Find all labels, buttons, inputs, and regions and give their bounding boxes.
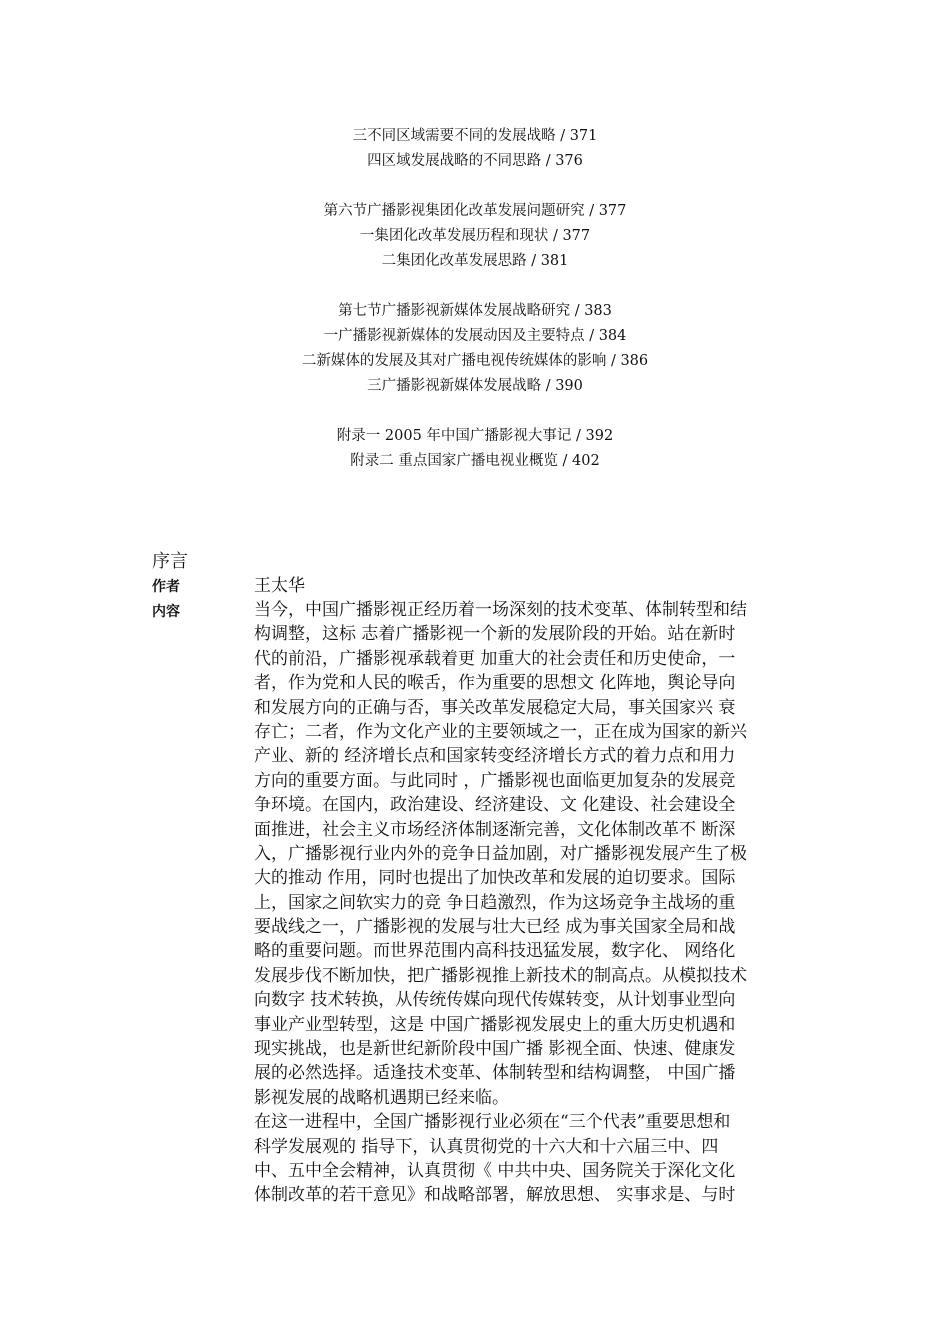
toc-entry: 附录二 重点国家广播电视业概览 / 402 (350, 453, 600, 469)
content-label: 内容 (152, 604, 180, 620)
content-line: 科学发展观的 指导下，认真贯彻党的十六大和十六届三中、四 (254, 1136, 719, 1157)
content-line: 和发展方向的正确与否，事关改革发展稳定大局，事关国家兴 衰 (254, 697, 736, 718)
content-line: 事业产业型转型，这是 中国广播影视发展史上的重大历史机遇和 (254, 1014, 736, 1035)
content-line: 者，作为党和人民的喉舌，作为重要的思想文 化阵地，舆论导向 (254, 673, 736, 694)
toc-entry: 第七节广播影视新媒体发展战略研究 / 383 (338, 303, 612, 319)
content-line: 构调整，这标 志着广播影视一个新的发展阶段的开始。站在新时 (254, 624, 736, 645)
toc-entry: 第六节广播影视集团化改革发展问题研究 / 377 (323, 203, 627, 219)
content-line: 入，广播影视行业内外的竞争日益加剧，对广播影视发展产生了极 (254, 843, 747, 864)
content-line: 代的前沿，广播影视承载着更 加重大的社会责任和历史使命，一 (254, 648, 736, 669)
toc-entry: 四区域发展战略的不同思路 / 376 (367, 153, 583, 169)
content-line: 方向的重要方面。与此同时 ，广播影视也面临更加复杂的发展竞 (254, 770, 736, 791)
author-label: 作者 (152, 579, 180, 595)
content-line: 现实挑战，也是新世纪新阶段中国广播 影视全面、快速、健康发 (254, 1039, 736, 1060)
author-name: 王太华 (254, 576, 305, 596)
article-content (254, 598, 810, 1208)
content-line: 面推进，社会主义市场经济体制逐渐完善，文化体制改革不 断深 (254, 819, 736, 840)
toc-spacer (0, 174, 950, 199)
content-line: 向数字 技术转换，从传统传媒向现代传媒转变，从计划事业型向 (254, 990, 736, 1011)
content-line: 展的必然选择。适逢技术变革、体制转型和结构调整， 中国广播 (254, 1063, 736, 1084)
toc-entry: 三广播影视新媒体发展战略 / 390 (367, 378, 583, 394)
content-line: 争环境。在国内，政治建设、经济建设、文 化建设、社会建设全 (254, 795, 736, 816)
toc-entry: 一集团化改革发展历程和现状 / 377 (359, 228, 591, 244)
content-line: 要战线之一，广播影视的发展与壮大已经 成为事关国家全局和战 (254, 917, 736, 938)
table-of-contents (0, 124, 950, 474)
content-line: 存亡；二者，作为文化产业的主要领域之一，正在成为国家的新兴 (254, 721, 747, 742)
content-line: 产业、新的 经济增长点和国家转变经济增长方式的着力点和用力 (254, 746, 736, 767)
content-line: 发展步伐不断加快，把广播影视推上新技术的制高点。从模拟技术 (254, 965, 747, 986)
content-line: 体制改革的若干意见》和战略部署，解放思想、 实事求是、与时 (254, 1185, 736, 1206)
toc-entry: 附录一 2005 年中国广播影视大事记 / 392 (336, 428, 614, 444)
content-line: 影视发展的战略机遇期已经来临。 (254, 1087, 509, 1108)
content-line: 中、五中全会精神，认真贯彻《 中共中央、国务院关于深化文化 (254, 1160, 736, 1181)
content-line: 略的重要问题。而世界范围内高科技迅猛发展，数字化、 网络化 (254, 941, 736, 962)
toc-spacer (0, 399, 950, 424)
content-line: 当今，中国广播影视正经历着一场深刻的技术变革、体制转型和结 (254, 600, 747, 620)
content-line: 上，国家之间软实力的竞 争日趋激烈，作为这场竞争主战场的重 (254, 892, 736, 913)
article-title: 序言 (152, 551, 188, 572)
toc-entry: 二集团化改革发展思路 / 381 (381, 253, 569, 269)
toc-entry: 二新媒体的发展及其对广播电视传统媒体的影响 / 386 (301, 353, 649, 369)
content-line: 大的推动 作用，同时也提出了加快改革和发展的迫切要求。国际 (254, 868, 736, 889)
content-line: 在这一进程中，全国广播影视行业必须在“三个代表”重要思想和 (254, 1112, 731, 1133)
toc-entry: 一广播影视新媒体的发展动因及主要特点 / 384 (323, 328, 627, 344)
toc-entry: 三不同区域需要不同的发展战略 / 371 (352, 128, 598, 144)
toc-spacer (0, 274, 950, 299)
